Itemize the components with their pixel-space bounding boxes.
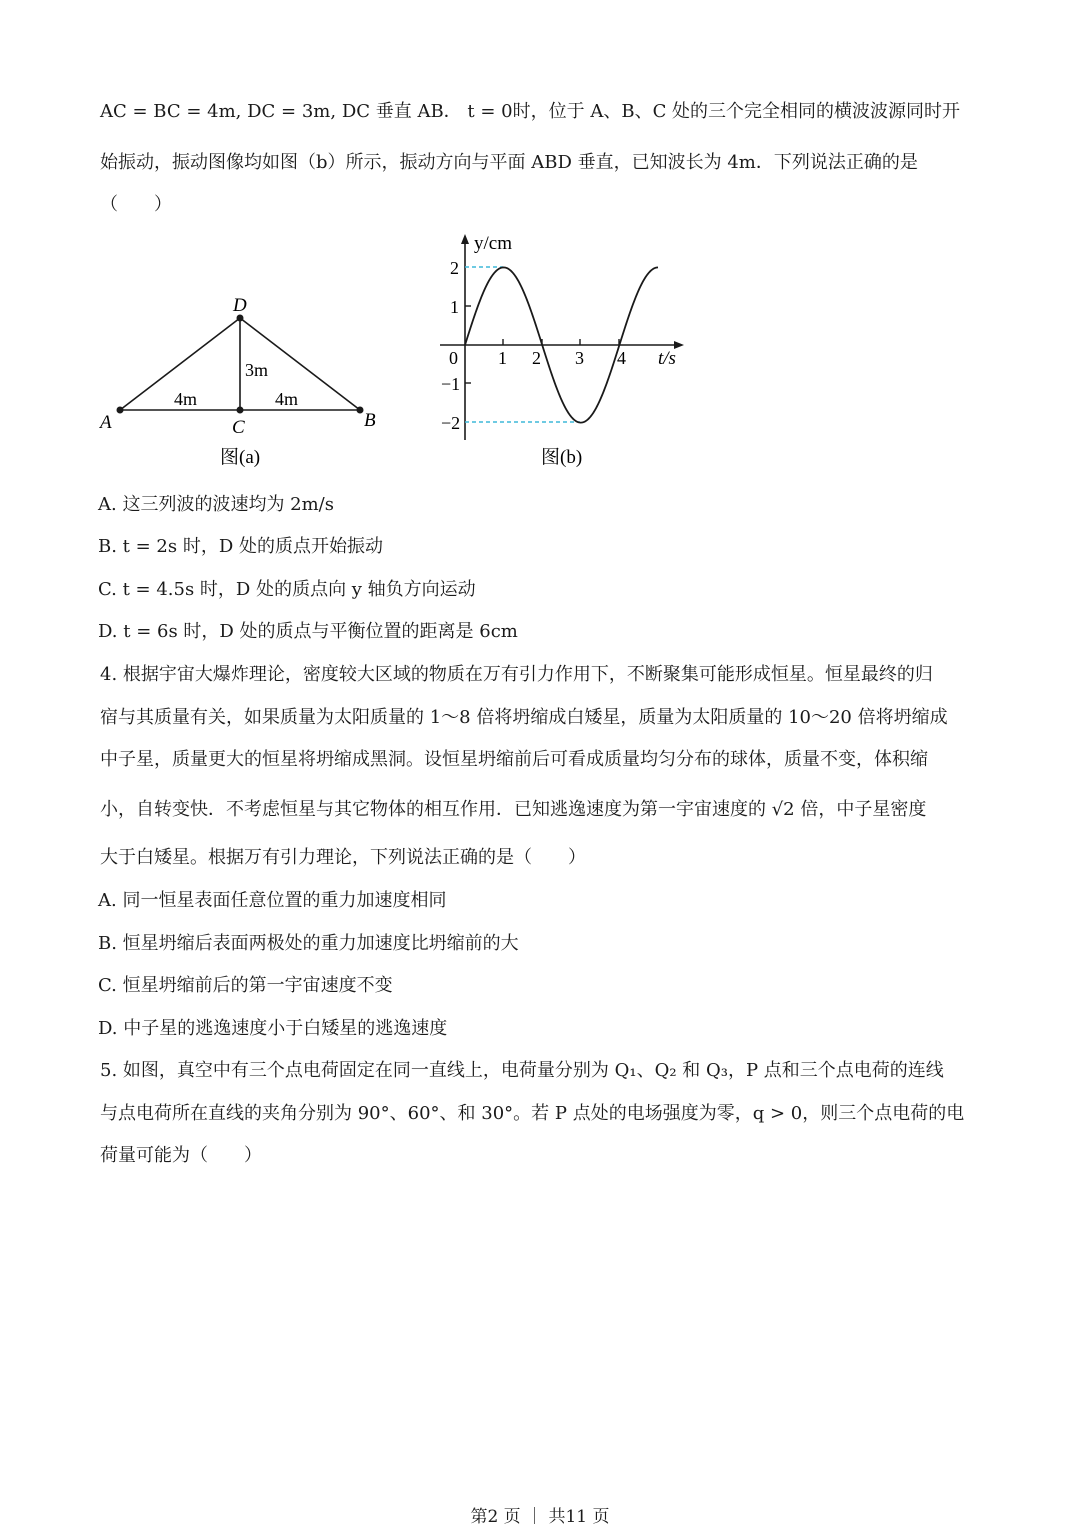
figure-a [98, 295, 376, 468]
q3-figures [0, 0, 1080, 480]
q3-option-a[interactable]: A. 这三列波的波速均为 2m/s [98, 494, 334, 515]
q4-option-d[interactable]: D. 中子星的逃逸速度小于白矮星的逃逸速度 [98, 1018, 448, 1039]
caption-figure-a: 图(a) [220, 447, 261, 468]
q4-stem-line-1: 4. 根据宇宙大爆炸理论，密度较大区域的物质在万有引力作用下，不断聚集可能形成恒星。恒星最终的归 [100, 664, 933, 685]
q4-option-b[interactable]: B. 恒星坍缩后表面两极处的重力加速度比坍缩前的大 [98, 933, 519, 954]
q3-option-b[interactable]: B. t = 2s 时，D 处的质点开始振动 [98, 536, 383, 557]
origin-label: 0 [449, 348, 458, 368]
q4-option-a[interactable]: A. 同一恒星表面任意位置的重力加速度相同 [98, 890, 447, 911]
x-axis-label: t/s [658, 348, 676, 369]
page-footer: 第2 页 ｜ 共11 页 [470, 1507, 610, 1527]
point-b [357, 407, 364, 414]
y-tick-2: 2 [450, 258, 459, 278]
q5-stem-line-3: 荷量可能为（ ） [100, 1145, 262, 1166]
y-tick-1: 1 [450, 297, 459, 317]
q3-answer-paren: （ ） [100, 194, 172, 215]
q4-stem-line-5: 大于白矮星。根据万有引力理论，下列说法正确的是（ ） [100, 847, 586, 868]
label-c: C [232, 417, 245, 438]
q4-stem-line-4: 小，自转变快．不考虑恒星与其它物体的相互作用．已知逃逸速度为第一宇宙速度的 √2 倍，中子星密度 [100, 799, 927, 820]
x-tick-3: 3 [575, 348, 584, 368]
y-tick-neg2: −2 [441, 413, 461, 433]
label-dc-length: 3m [245, 360, 269, 380]
q4-stem-line-2: 宿与其质量有关，如果质量为太阳质量的 1～8 倍将坍缩成白矮星，质量为太阳质量的 10～20 倍将坍缩成 [100, 707, 948, 728]
label-ac-length: 4m [174, 389, 198, 409]
q5-stem-line-1: 5. 如图，真空中有三个点电荷固定在同一直线上，电荷量分别为 Q₁、Q₂ 和 Q₃，P 点和三个点电荷的连线 [100, 1060, 944, 1081]
q3-option-c[interactable]: C. t = 4.5s 时，D 处的质点向 y 轴负方向运动 [98, 579, 476, 600]
label-a: A [100, 412, 112, 433]
point-c [237, 407, 244, 414]
q4-stem-line-3: 中子星，质量更大的恒星将坍缩成黑洞。设恒星坍缩前后可看成质量均匀分布的球体，质量不变，体积缩 [100, 749, 928, 770]
q5-stem-line-2: 与点电荷所在直线的夹角分别为 90°、60°、和 30°。若 P 点处的电场强度为零，q > 0，则三个点电荷的电 [100, 1103, 965, 1124]
point-a [117, 407, 124, 414]
label-d: D [233, 295, 247, 316]
q3-stem-line-1: AC = BC = 4m, DC = 3m, DC 垂直 AB． t = 0时，位于 A、B、C 处的三个完全相同的横波波源同时开 [100, 101, 961, 122]
y-tick-neg1: −1 [441, 374, 461, 394]
caption-figure-b: 图(b) [541, 447, 583, 468]
figure-b [440, 233, 684, 468]
x-tick-1: 1 [498, 348, 507, 368]
label-b: B [364, 410, 376, 431]
x-tick-4: 4 [617, 348, 626, 368]
q3-stem-line-2: 始振动，振动图像均如图（b）所示，振动方向与平面 ABD 垂直，已知波长为 4m．下列说法正确的是 [100, 152, 918, 173]
x-tick-2: 2 [532, 348, 541, 368]
y-axis-label: y/cm [474, 233, 512, 254]
y-axis-arrow [461, 234, 469, 244]
q4-option-c[interactable]: C. 恒星坍缩前后的第一宇宙速度不变 [98, 975, 393, 996]
q3-option-d[interactable]: D. t = 6s 时，D 处的质点与平衡位置的距离是 6cm [98, 621, 518, 642]
label-cb-length: 4m [275, 389, 299, 409]
